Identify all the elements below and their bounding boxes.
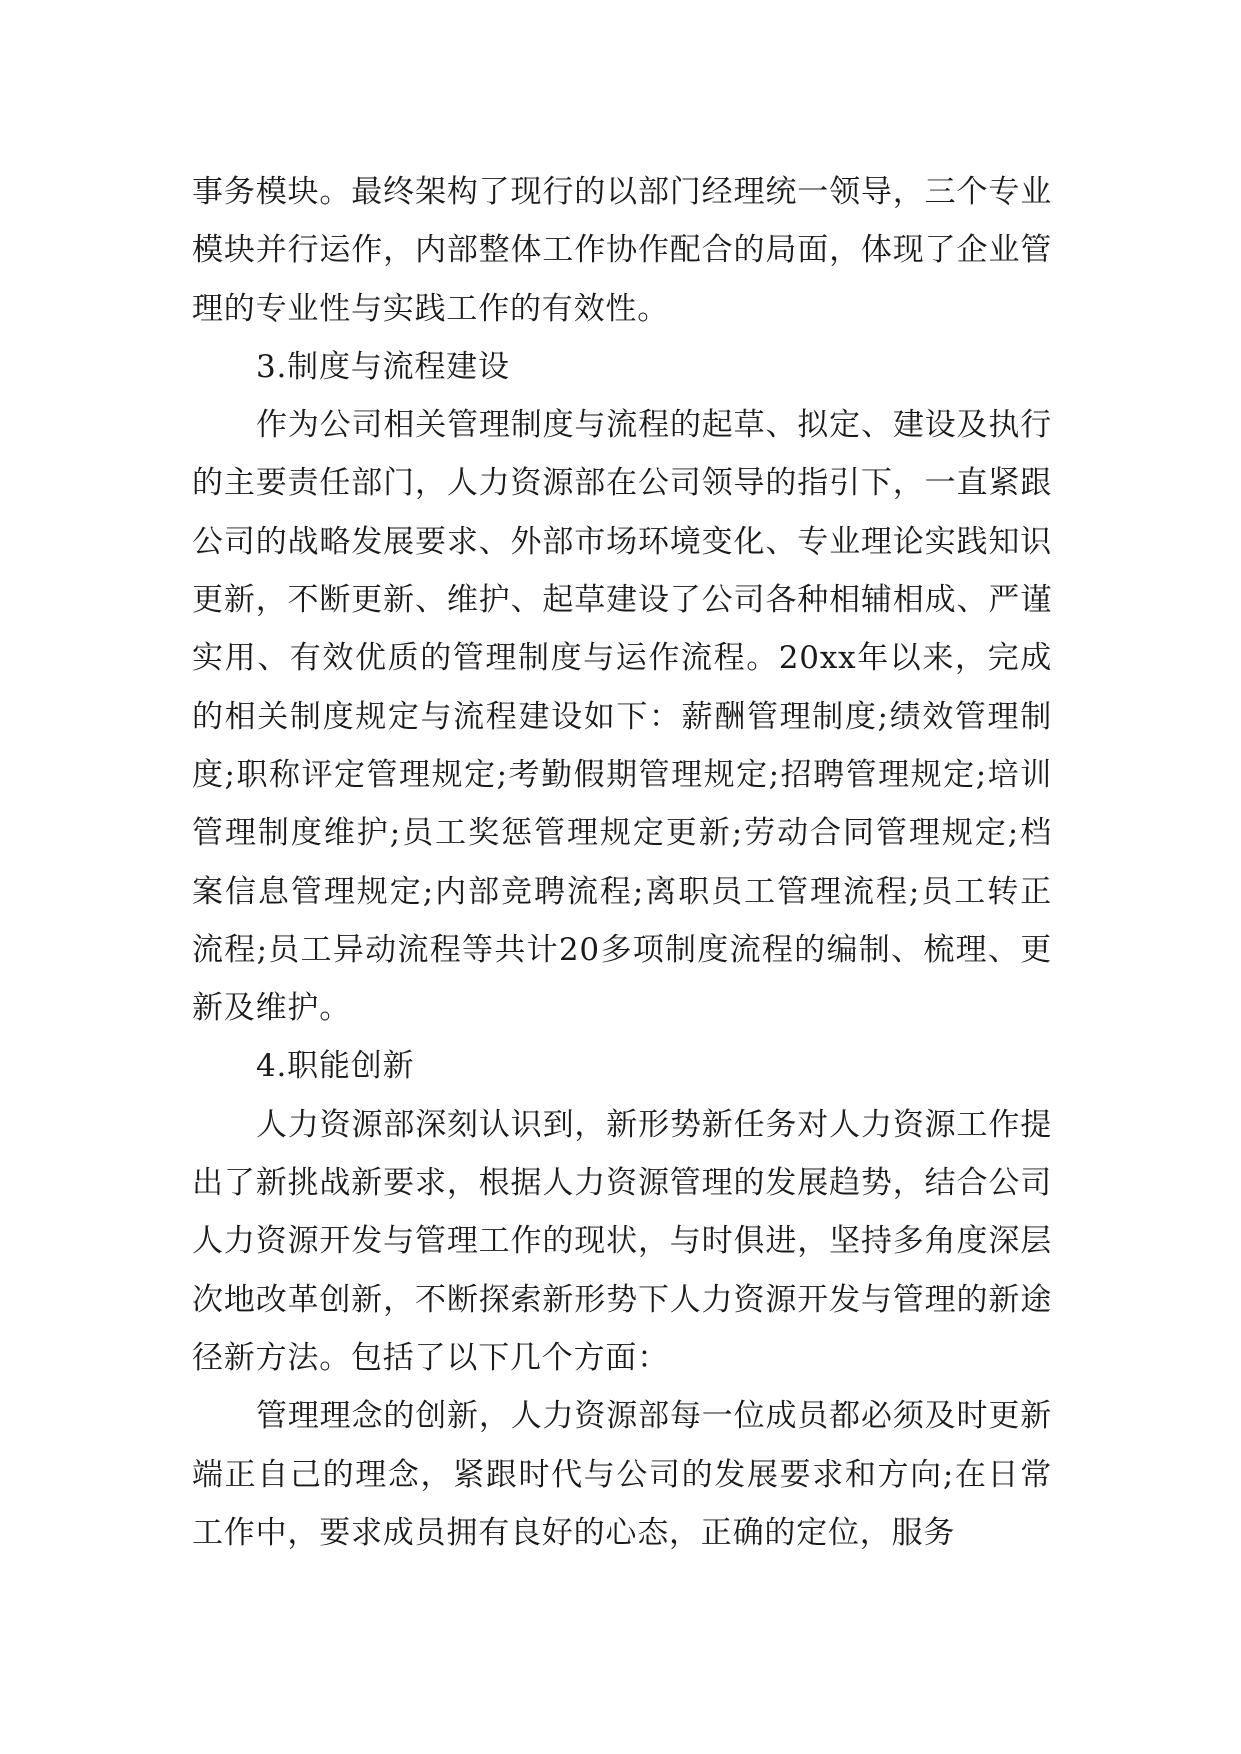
paragraph-org-structure: 事务模块。最终架构了现行的以部门经理统一领导，三个专业模块并行运作，内部整体工作协作配合的局面，体现了企业管理的专业性与实践工作的有效性。 bbox=[192, 174, 1052, 327]
paragraph-function-innovation: 人力资源部深刻认识到，新形势新任务对人力资源工作提出了新挑战新要求，根据人力资源管理的发展趋势，结合公司人力资源开发与管理工作的现状，与时俱进，坚持多角度深层次地改革创新，不断探索新形势下人力资源开发与管理的新途径新方法。包括了以下几个方面： bbox=[192, 1106, 1052, 1376]
section-heading-4: 4.职能创新 bbox=[256, 1048, 415, 1085]
section-heading-3: 3.制度与流程建设 bbox=[256, 348, 510, 385]
paragraph-concept-innovation: 管理理念的创新，人力资源部每一位成员都必须及时更新端正自己的理念，紧跟时代与公司的发展要求和方向;在日常工作中，要求成员拥有良好的心态，正确的定位，服务 bbox=[192, 1398, 1052, 1551]
paragraph-system-process: 作为公司相关管理制度与流程的起草、拟定、建设及执行的主要责任部门，人力资源部在公司领导的指引下，一直紧跟公司的战略发展要求、外部市场环境变化、专业理论实践知识更新，不断更新、维护、起草建设了公司各种相辅相成、严谨实用、有效优质的管理制度与运作流程。20xx年以来，完成的相关制度规定与流程建设如下：薪酬管理制度;绩效管理制度;职称评定管理规定;考勤假期管理规定;招聘管理规定;培训管理制度维护;员工奖惩管理规定更新;劳动合同管理规定;档案信息管理规定;内部竞聘流程;离职员工管理流程;员工转正流程;员工异动流程等共计20多项制度流程的编制、梳理、更新及维护。 bbox=[192, 407, 1052, 1027]
document-body bbox=[192, 163, 1052, 1562]
